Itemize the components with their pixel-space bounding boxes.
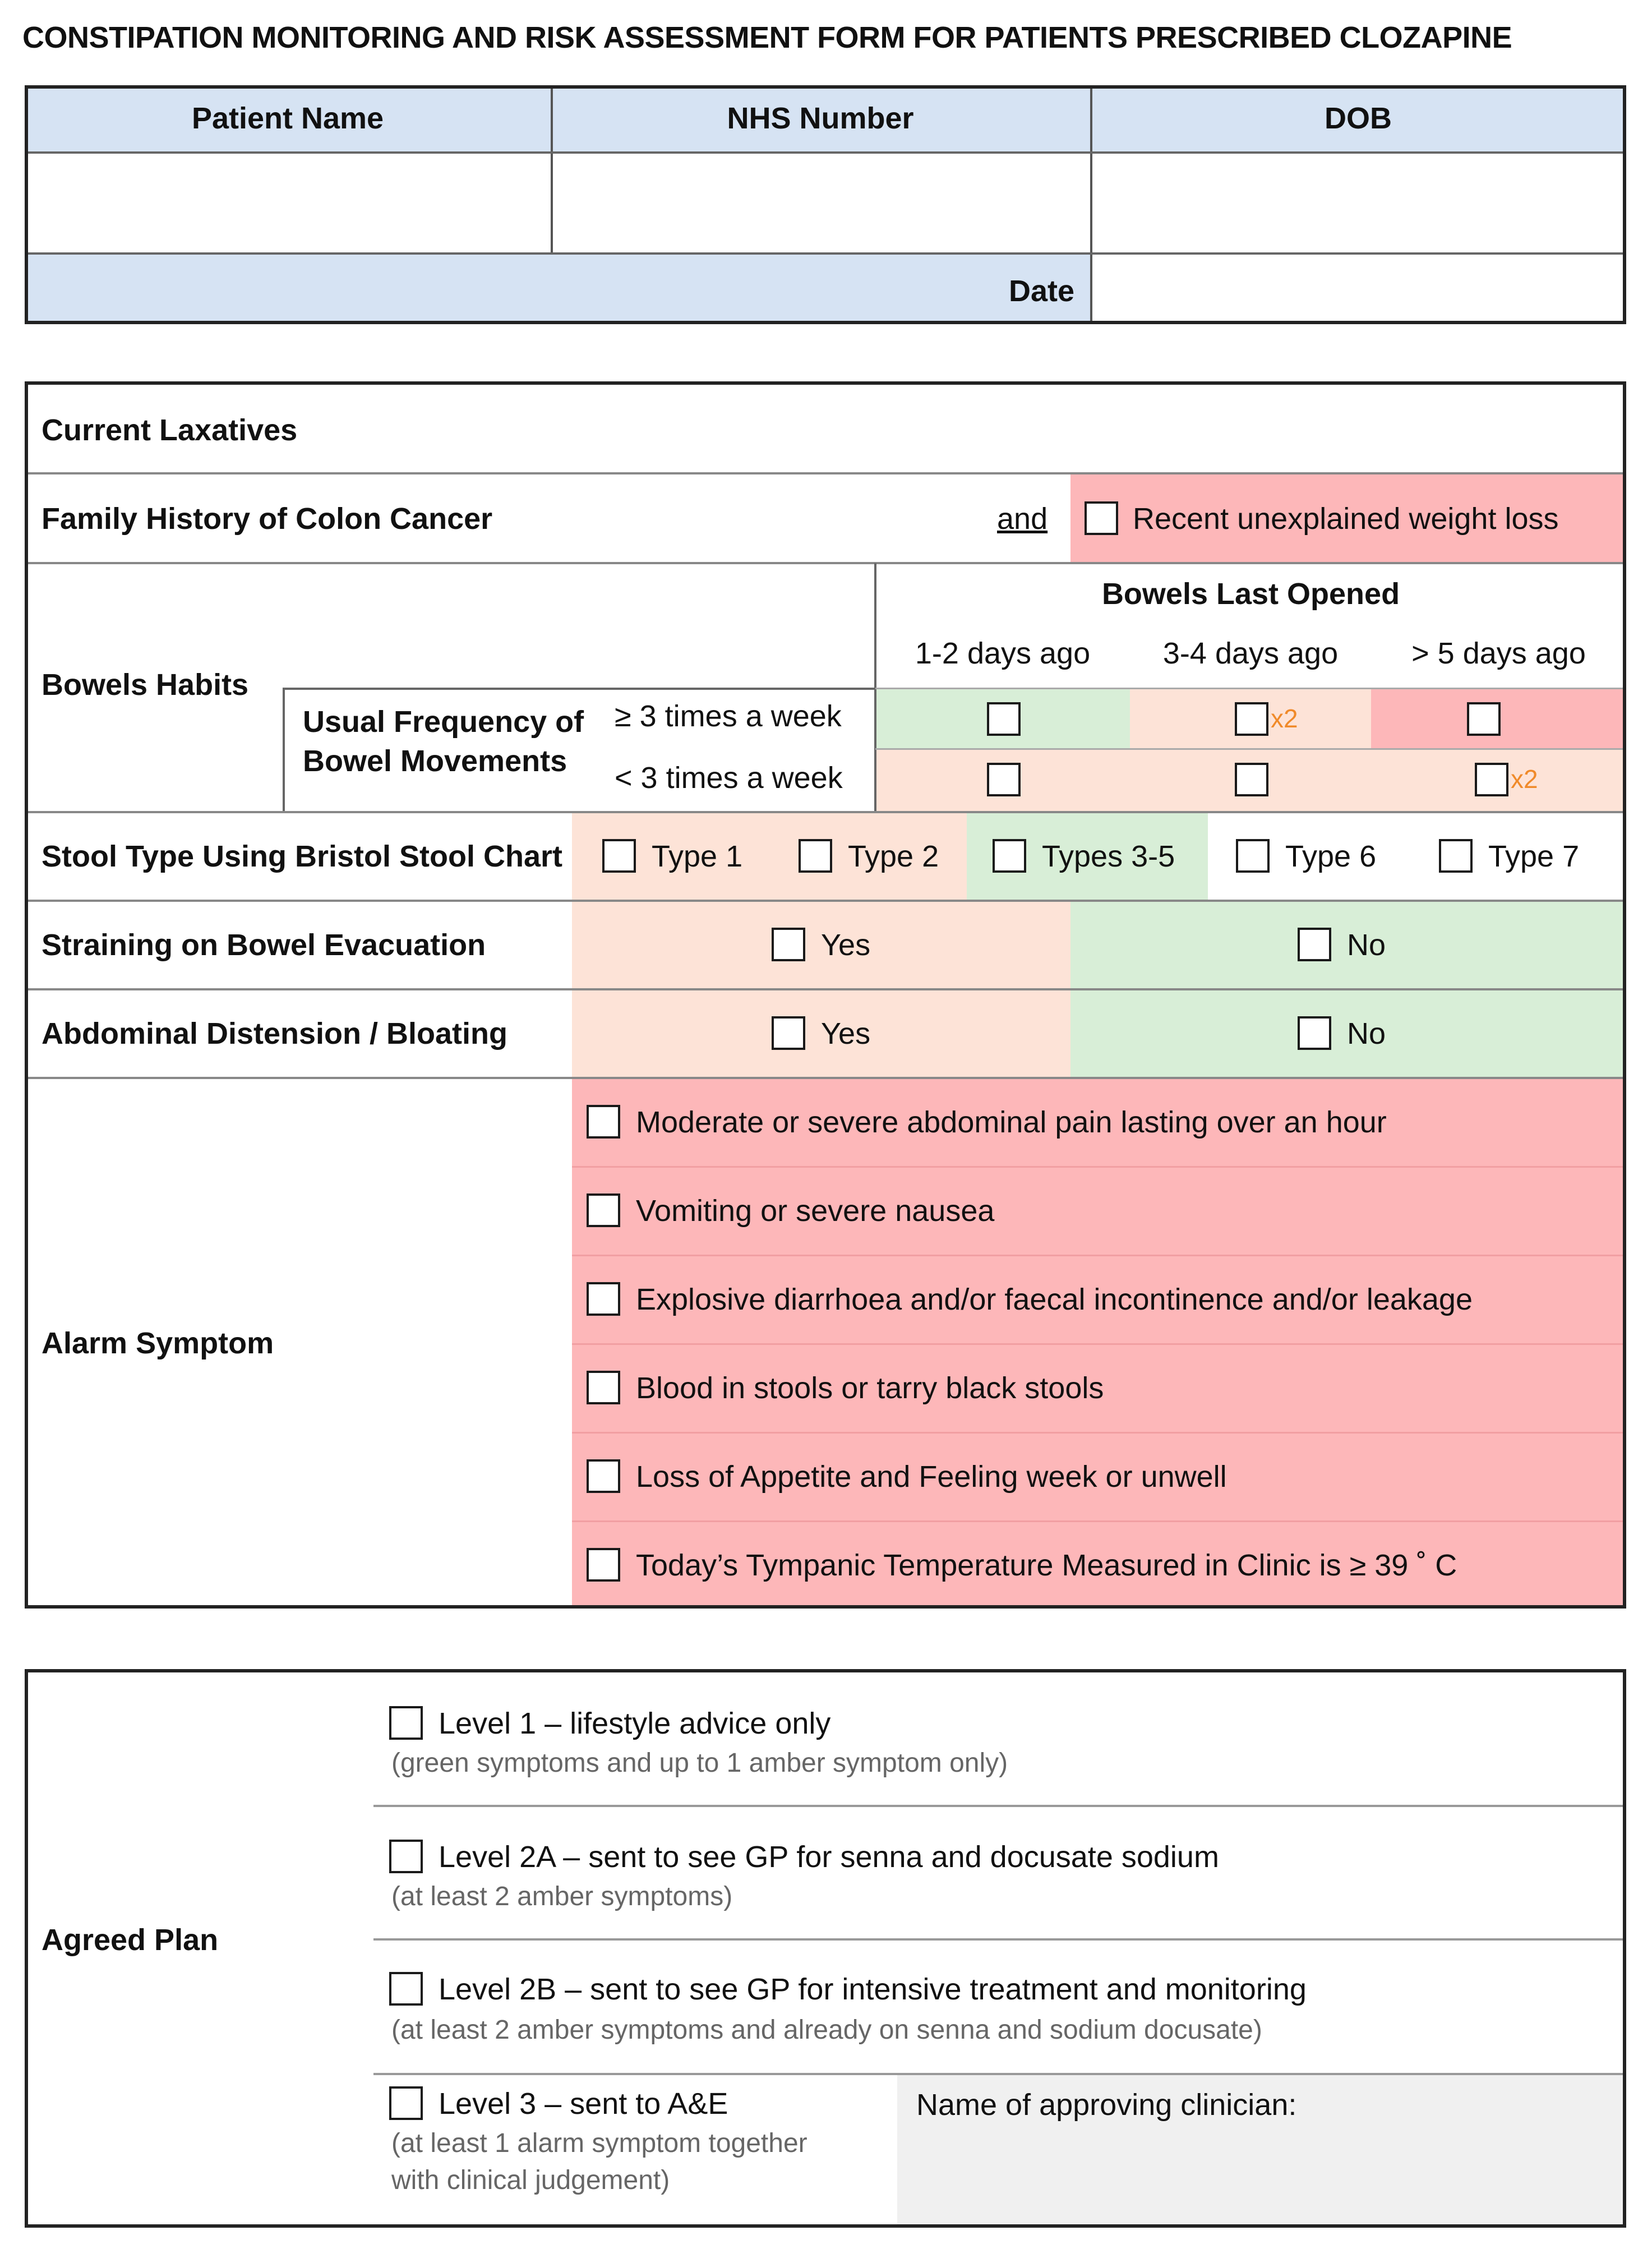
stool-type-1-label: Type 1 [652,840,743,873]
level-2a-note: (at least 2 amber symptoms) [391,1882,733,1911]
freq-3-or-more-label: ≥ 3 times a week [615,699,842,733]
x2-weight-label: x2 [1271,704,1298,733]
level-2b-title: Level 2B – sent to see GP for intensive treatment and monitoring [439,1973,1307,2006]
level-3-title: Level 3 – sent to A&E [439,2087,728,2121]
alarm-abdominal-pain-label: Moderate or severe abdominal pain lasting over an hour [636,1105,1387,1139]
distension-yes-label: Yes [821,1017,871,1050]
usual-frequency-label-line2: Bowel Movements [303,744,567,778]
days-1-2-header: 1-2 days ago [915,637,1091,670]
stool-type-6-label: Type 6 [1285,840,1377,873]
alarm-blood-in-stools-label: Blood in stools or tarry black stools [636,1371,1104,1405]
approving-clinician-label: Name of approving clinician: [916,2088,1297,2122]
level-1-title: Level 1 – lifestyle advice only [439,1707,831,1740]
usual-frequency-label-line1: Usual Frequency of [303,705,584,739]
days-5-plus-header: > 5 days ago [1411,637,1586,670]
days-3-4-header: 3-4 days ago [1162,637,1339,670]
form-title: CONSTIPATION MONITORING AND RISK ASSESSMENT FORM FOR PATIENTS PRESCRIBED CLOZAPINE [22,21,1512,54]
dob-header: DOB [1325,102,1392,135]
and-label: and [997,502,1048,536]
freq-less-than-3-label: < 3 times a week [615,761,843,795]
date-label: Date [1009,274,1075,308]
x2-weight-label: x2 [1511,764,1538,794]
level-1-note: (green symptoms and up to 1 amber symptom only) [391,1748,1008,1778]
level-3-note-line1: (at least 1 alarm symptom together [391,2128,807,2158]
stool-types-3-5-label: Types 3-5 [1042,840,1175,873]
weight-loss-label: Recent unexplained weight loss [1133,502,1559,536]
family-history-label: Family History of Colon Cancer [41,502,493,536]
alarm-symptom-label: Alarm Symptom [41,1326,274,1360]
agreed-plan-label: Agreed Plan [41,1923,219,1957]
agreed-plan-table [25,1669,1626,2228]
straining-no-label: No [1347,928,1386,962]
bowels-last-opened-header: Bowels Last Opened [1101,577,1400,611]
stool-type-7-label: Type 7 [1488,840,1580,873]
level-3-note-line2: with clinical judgement) [391,2165,670,2195]
distension-no-label: No [1347,1017,1386,1050]
straining-label: Straining on Bowel Evacuation [41,928,486,962]
straining-yes-label: Yes [821,928,871,962]
assessment-table [25,381,1626,1609]
alarm-vomiting-label: Vomiting or severe nausea [636,1194,995,1228]
nhs-number-header: NHS Number [727,102,914,135]
alarm-temperature-label: Today’s Tympanic Temperature Measured in Clinic is ≥ 39 ˚ C [636,1549,1457,1582]
alarm-diarrhoea-label: Explosive diarrhoea and/or faecal incontinence and/or leakage [636,1283,1473,1316]
patient-details-table [25,85,1626,324]
patient-name-header: Patient Name [191,102,384,135]
stool-type-2-label: Type 2 [848,840,939,873]
distension-label: Abdominal Distension / Bloating [41,1017,508,1050]
level-2a-title: Level 2A – sent to see GP for senna and docusate sodium [439,1840,1219,1874]
level-2b-note: (at least 2 amber symptoms and already on senna and sodium docusate) [391,2015,1262,2045]
stool-type-label: Stool Type Using Bristol Stool Chart [41,840,563,873]
bowels-habits-label: Bowels Habits [41,668,249,702]
alarm-appetite-loss-label: Loss of Appetite and Feeling week or unwell [636,1460,1227,1494]
current-laxatives-label: Current Laxatives [41,413,298,447]
